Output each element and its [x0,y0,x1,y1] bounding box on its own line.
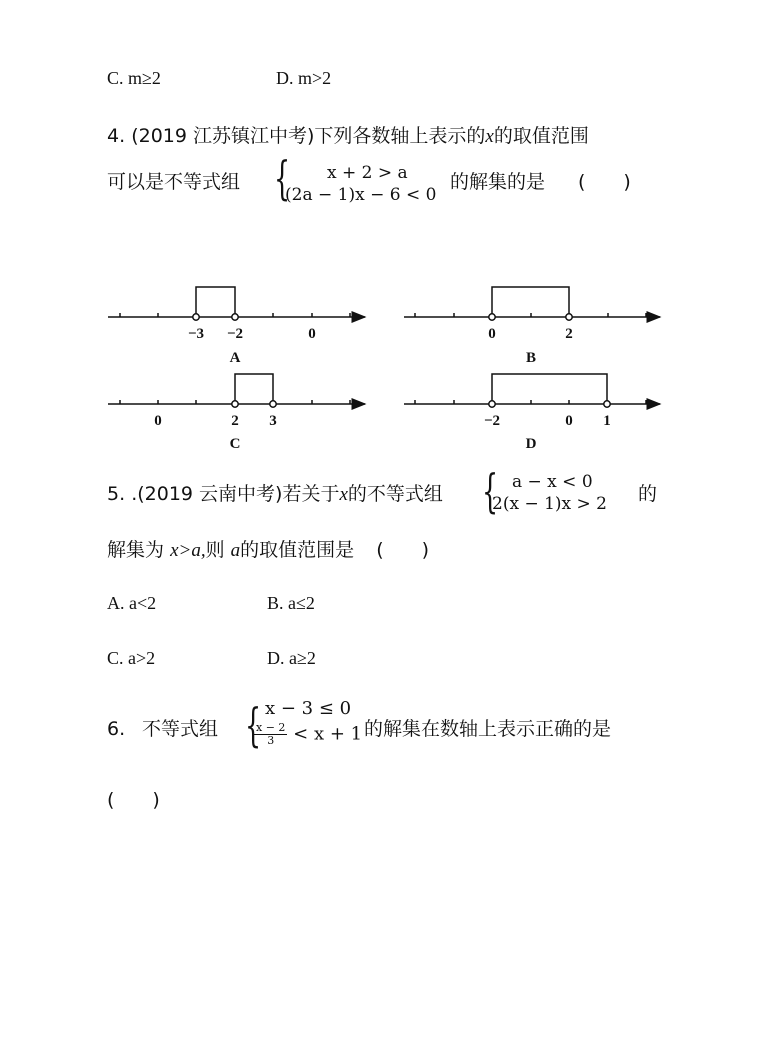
variable-x: x [485,126,494,147]
question-number: 6. [107,718,126,740]
answer-paren: ( ) [578,171,631,193]
left-brace-icon: { [482,464,499,518]
option-b: B. a≤2 [267,593,315,613]
tick-label: −2 [226,326,244,342]
inequality-1: x − 3 ≤ 0 [265,698,352,719]
option-d: D. m>2 [276,68,332,88]
diagram-label-c: C [229,436,241,452]
tick-label: 0 [488,326,496,342]
inequality-2: (2a − 1)x − 6 < 0 [285,185,437,205]
option-c: C. a>2 [107,648,156,668]
left-brace-icon: { [274,151,291,205]
inequality-2 [254,722,362,747]
number-line-b [404,287,660,320]
tick-label: 3 [269,413,277,429]
inequality-rest: < x + 1 [293,723,363,745]
tick-label: 0 [308,326,316,342]
answer-paren: ( ) [376,539,430,561]
question-4-line1 [107,124,589,149]
question-stem: 的取值范围 [493,125,589,147]
question-stem: 的取值范围是 [240,539,355,561]
inequality-2: 2(x − 1)x > 2 [492,494,607,514]
tick-label: 1 [603,413,611,429]
tick-label: 2 [565,326,573,342]
number-line-figures [100,280,670,455]
diagram-label-b: B [525,350,537,366]
question-stem: (2019 江苏镇江中考)下列各数轴上表示的 [131,125,486,147]
question-5-line1 [107,482,443,507]
diagram-label-d: D [525,436,537,452]
question-stem: 不等式组 [142,718,219,740]
inequality-1: a − x < 0 [512,472,593,492]
condition: x>a, [170,540,206,561]
tick-label: −3 [187,326,205,342]
answer-paren: ( ) [107,789,160,811]
fraction [254,722,287,747]
question-stem: 的 [638,483,658,505]
question-stem: 的解集的是 [450,171,546,193]
option-a: A. a<2 [107,593,157,613]
tick-label: 0 [565,413,573,429]
number-line-c [108,374,365,407]
question-stem: 可以是不等式组 [107,171,241,193]
variable-a: a [230,540,241,561]
option-d: D. a≥2 [267,648,316,668]
fraction-denominator: 3 [267,734,275,747]
question-5-line2 [107,538,429,563]
tick-label: 0 [154,413,162,429]
question-number: 5. [107,483,126,505]
tick-label: −2 [483,413,501,429]
question-stem: 的解集在数轴上表示正确的是 [364,718,612,740]
question-stem: .(2019 云南中考)若关于 [131,483,340,505]
question-stem: 则 [205,539,225,561]
option-c: C. m≥2 [107,68,161,88]
question-stem: 解集为 [107,539,165,561]
fraction-numerator: x − 2 [256,721,286,734]
diagram-label-a: A [229,350,241,366]
question-number: 4. [107,125,126,147]
number-line-a [108,287,365,320]
left-brace-icon: { [245,698,262,752]
variable-x: x [339,484,348,505]
question-stem: 的不等式组 [347,483,443,505]
number-line-d [404,374,660,407]
tick-label: 2 [231,413,239,429]
inequality-1: x + 2 > a [327,163,408,183]
